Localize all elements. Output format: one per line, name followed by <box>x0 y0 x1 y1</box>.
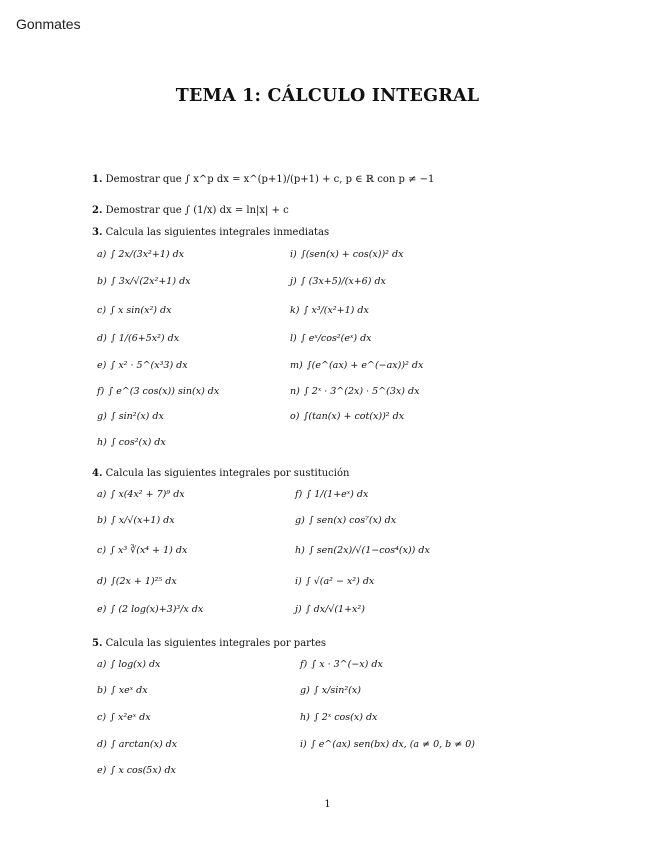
s5-item-h: h) ∫ 2ˣ cos(x) dx <box>300 712 378 723</box>
s4-item-i: i) ∫ √(a² − x²) dx <box>295 576 375 587</box>
s5-item-a: a) ∫ log(x) dx <box>97 659 161 670</box>
s5-item-i: i) ∫ e^(ax) sen(bx) dx, (a ≠ 0, b ≠ 0) <box>300 739 476 750</box>
question-2: 2. Demostrar que ∫ (1/x) dx = ln|x| + c <box>92 205 289 216</box>
s4-item-f: f) ∫ 1/(1+eˣ) dx <box>295 489 369 500</box>
s4-item-c: c) ∫ x³ ∛(x⁴ + 1) dx <box>97 545 188 556</box>
s5-item-b: b) ∫ xeˣ dx <box>97 685 148 696</box>
section-5-heading: 5. Calcula las siguientes integrales por partes <box>92 638 327 649</box>
s4-item-e: e) ∫ (2 log(x)+3)³/x dx <box>97 604 204 615</box>
page-number: 1 <box>324 799 331 810</box>
s3-item-e: e) ∫ x² · 5^(x³3) dx <box>97 360 188 371</box>
s3-item-c: c) ∫ x sin(x²) dx <box>97 305 172 316</box>
s3-item-o: o) ∫(tan(x) + cot(x))² dx <box>290 411 405 422</box>
s4-item-a: a) ∫ x(4x² + 7)⁹ dx <box>97 489 185 500</box>
s3-item-l: l) ∫ eˣ/cos²(eˣ) dx <box>290 333 372 344</box>
s4-item-j: j) ∫ dx/√(1+x²) <box>295 604 365 615</box>
s4-item-d: d) ∫(2x + 1)²⁵ dx <box>97 576 177 587</box>
s4-item-h: h) ∫ sen(2x)/√(1−cos⁴(x)) dx <box>295 545 430 556</box>
header-brand: Gonmates <box>16 16 81 32</box>
page-title: TEMA 1: CÁLCULO INTEGRAL <box>175 86 480 106</box>
s5-item-f: f) ∫ x · 3^(−x) dx <box>300 659 383 670</box>
section-4-heading: 4. Calcula las siguientes integrales por sustitución <box>92 468 350 479</box>
s3-item-a: a) ∫ 2x/(3x²+1) dx <box>97 249 185 260</box>
s5-item-e: e) ∫ x cos(5x) dx <box>97 765 176 776</box>
s4-item-g: g) ∫ sen(x) cos⁷(x) dx <box>295 515 397 526</box>
question-1: 1. Demostrar que ∫ x^p dx = x^(p+1)/(p+1) + c, p ∈ ℝ con p ≠ −1 <box>92 174 435 185</box>
s4-item-b: b) ∫ x/√(x+1) dx <box>97 515 175 526</box>
s3-item-f: f) ∫ e^(3 cos(x)) sin(x) dx <box>97 386 220 397</box>
s5-item-g: g) ∫ x/sin²(x) <box>300 685 361 696</box>
s3-item-j: j) ∫ (3x+5)/(x+6) dx <box>290 276 386 287</box>
s3-item-n: n) ∫ 2ˣ · 3^(2x) · 5^(3x) dx <box>290 386 420 397</box>
s5-item-c: c) ∫ x²eˣ dx <box>97 712 151 723</box>
s3-item-g: g) ∫ sin²(x) dx <box>97 411 164 422</box>
s3-item-i: i) ∫(sen(x) + cos(x))² dx <box>290 249 404 260</box>
s3-item-k: k) ∫ x³/(x²+1) dx <box>290 305 369 316</box>
s3-item-h: h) ∫ cos²(x) dx <box>97 437 166 448</box>
s3-item-m: m) ∫(e^(ax) + e^(−ax))² dx <box>290 360 424 371</box>
s3-item-b: b) ∫ 3x/√(2x²+1) dx <box>97 276 191 287</box>
s5-item-d: d) ∫ arctan(x) dx <box>97 739 178 750</box>
section-3-heading: 3. Calcula las siguientes integrales inmediatas <box>92 227 330 238</box>
s3-item-d: d) ∫ 1/(6+5x²) dx <box>97 333 180 344</box>
